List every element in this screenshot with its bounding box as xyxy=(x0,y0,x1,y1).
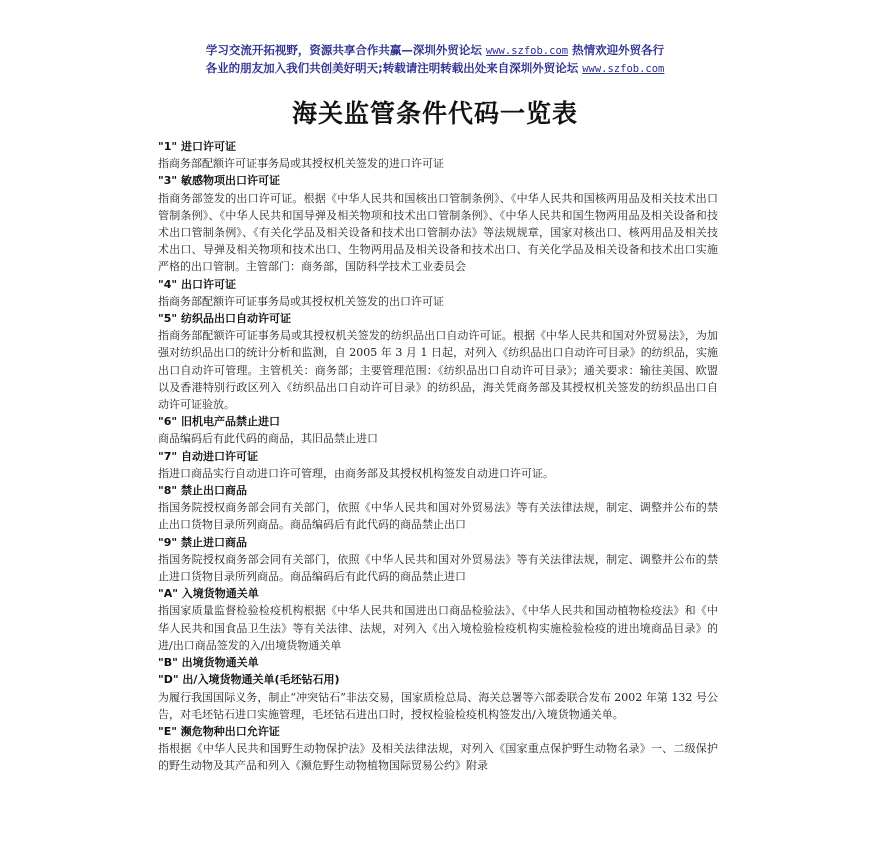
entry-list xyxy=(158,138,718,775)
entry-description: 商品编码后有此代码的商品，其旧品禁止进口 xyxy=(158,432,378,446)
entry-code-9 xyxy=(158,534,718,586)
entry-description: 为履行我国国际义务，制止“冲突钻石”非法交易，国家质检总局、海关总署等六部委联合发布 2002 年第 132 号公告，对毛坯钻石进口实施管理，毛坯钻石进出口时，授权检验检疫机构签发出/入境货物通关单。 xyxy=(158,690,718,721)
entry-code-5 xyxy=(158,310,718,413)
banner-link-2[interactable]: www.szfob.com xyxy=(582,63,665,75)
entry-heading: "9" 禁止进口商品 xyxy=(158,535,247,549)
entry-heading: "4" 出口许可证 xyxy=(158,277,236,291)
entry-heading: "3" 敏感物项出口许可证 xyxy=(158,174,280,188)
page-title: 海关监管条件代码一览表 xyxy=(291,99,578,128)
entry-code-4 xyxy=(158,276,718,310)
entry-description: 指商务部签发的出口许可证。根据《中华人民共和国核出口管制条例》、《中华人民共和国核两用品及相关技术出口管制条例》、《中华人民共和国导弹及相关物项和技术出口管制条例》、《中华人民共和国生物两用品及相关设备和技术出口管制条例》、《有关化学品及相关设备和技术出口管制办法》等法规规章，国家对核出口、核两用品及相关技术出口、导弹及相关物项和技术出口、生物两用品及相关设备和技术出口、有关化学品及相关设备和技术出口实施严格的出口管制。主管部门：商务部，国防科学技术工业委员会 xyxy=(158,191,718,274)
entry-heading: "7" 自动进口许可证 xyxy=(158,449,258,463)
entry-heading: "1" 进口许可证 xyxy=(158,140,236,153)
entry-description: 指商务部配额许可证事务局或其授权机关签发的出口许可证 xyxy=(158,294,444,308)
entry-code-1 xyxy=(158,138,718,172)
entry-code-b xyxy=(158,654,718,671)
banner-link-1[interactable]: www.szfob.com xyxy=(485,45,569,57)
entry-description: 指商务部配额许可证事务局或其授权机关签发的纺织品出口自动许可证。根据《中华人民共和国对外贸易法》，为加强对纺织品出口的统计分析和监测，自 2005 年 3 月 1 日起，对列入《纺织品出口自动许可目录》的纺织品，实施出口自动许可管理。主管机关：商务部；主要管理范围：《纺织品出口自动许可目录》；通关要求：输往美国、欧盟以及香港特别行政区列入《纺织品出口自动许可目录》的纺织品，海关凭商务部及其授权机关签发的纺织品出口自动许可证验放。 xyxy=(158,329,718,412)
banner-line-1-tail: 热情欢迎外贸各行 xyxy=(568,43,665,57)
banner-line-1 xyxy=(150,42,720,60)
entry-description: 指国家质量监督检验检疫机构根据《中华人民共和国进出口商品检验法》、《中华人民共和国动植物检疫法》和《中华人民共和国食品卫生法》等有关法律、法规，对列入《出入境检验检疫机构实施检验检疫的进出境商品目录》的进/出口商品签发的入/出境货物通关单 xyxy=(158,604,718,652)
entry-code-6 xyxy=(158,413,718,447)
entry-description: 指进口商品实行自动进口许可管理，由商务部及其授权机构签发自动进口许可证。 xyxy=(158,466,554,480)
header-banner xyxy=(150,42,720,78)
entry-code-8 xyxy=(158,482,718,534)
entry-heading: "A" 入境货物通关单 xyxy=(158,587,259,601)
entry-heading: "8" 禁止出口商品 xyxy=(158,484,247,498)
entry-heading: "6" 旧机电产品禁止进口 xyxy=(158,415,280,429)
entry-heading: "5" 纺织品出口自动许可证 xyxy=(158,312,291,326)
entry-code-7 xyxy=(158,448,718,482)
entry-heading: "D" 出/入境货物通关单(毛坯钻石用) xyxy=(158,673,340,687)
banner-line-1-text: 学习交流开拓视野，资源共享合作共赢—深圳外贸论坛 xyxy=(205,43,486,57)
entry-code-d xyxy=(158,671,718,723)
entry-description: 指根据《中华人民共和国野生动物保护法》及相关法律法规，对列入《国家重点保护野生动物名录》一、二级保护的野生动物及其产品和列入《濒危野生动物植物国际贸易公约》附录 xyxy=(158,742,718,773)
entry-code-a xyxy=(158,585,718,654)
entry-code-e xyxy=(158,723,718,775)
entry-code-3 xyxy=(158,172,718,275)
banner-line-2-text: 各业的朋友加入我们共创美好明天;转载请注明转载出处来自深圳外贸论坛 xyxy=(205,61,583,75)
entry-description: 指国务院授权商务部会同有关部门，依照《中华人民共和国对外贸易法》等有关法律法规，制定、调整并公布的禁止进口货物目录所列商品。商品编码后有此代码的商品禁止进口 xyxy=(158,552,718,584)
entry-description: 指商务部配额许可证事务局或其授权机关签发的进口许可证 xyxy=(158,157,444,171)
entry-description: 指国务院授权商务部会同有关部门，依照《中华人民共和国对外贸易法》等有关法律法规，制定、调整并公布的禁止出口货物目录所列商品。商品编码后有此代码的商品禁止出口 xyxy=(158,501,718,532)
entry-heading: "B" 出境货物通关单 xyxy=(158,656,259,670)
entry-heading: "E" 濒危物种出口允许证 xyxy=(158,724,280,738)
banner-line-2 xyxy=(150,60,720,78)
